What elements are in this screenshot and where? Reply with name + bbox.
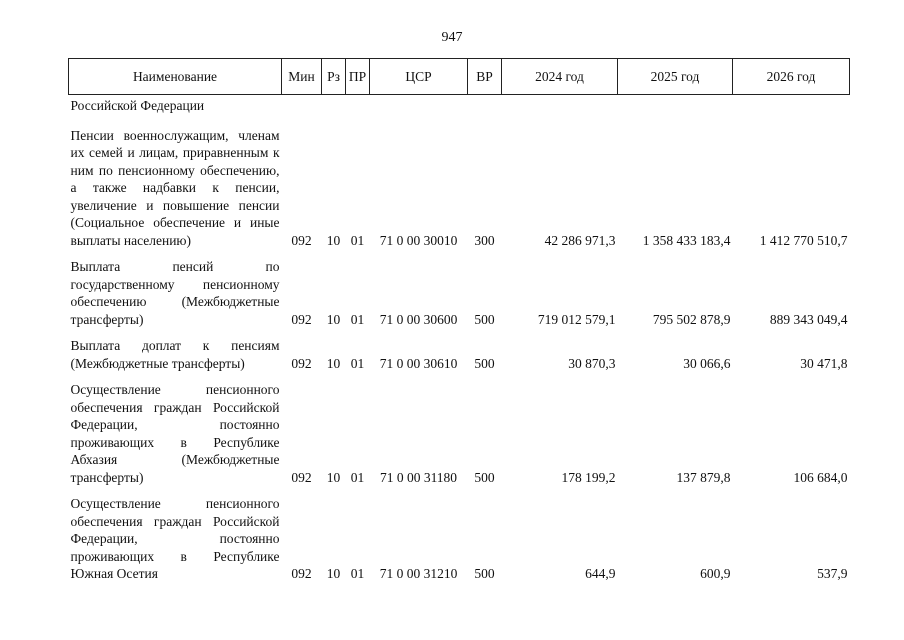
row-2024: 178 199,2: [561, 469, 616, 485]
row-2026: 30 471,8: [800, 355, 848, 371]
row-vr: 500: [474, 355, 495, 371]
row-name: Выплата пенсий по государственному пенсионному обеспечению (Межбюджетные трансферты): [70, 259, 280, 327]
table-row: [69, 121, 850, 253]
row-2025: 600,9: [700, 566, 731, 581]
row-rz: 10: [326, 469, 341, 485]
row-rz: 10: [326, 355, 341, 371]
section-continuation-row: [69, 95, 850, 121]
table-row: [69, 252, 850, 331]
row-2025: 795 502 878,9: [652, 311, 731, 327]
row-2026: 106 684,0: [793, 469, 848, 485]
column-header-2025: 2025 год: [618, 59, 733, 95]
table-row: [69, 331, 850, 375]
table-row: [69, 489, 850, 583]
column-header-2026: 2026 год: [733, 59, 850, 95]
row-2026: 889 343 049,4: [769, 311, 848, 327]
row-min: 092: [291, 469, 312, 485]
row-rz: 10: [326, 566, 341, 581]
row-min: 092: [291, 311, 312, 327]
row-2024: 719 012 579,1: [537, 311, 616, 327]
row-2024: 644,9: [585, 566, 616, 581]
row-pr: 01: [350, 355, 365, 371]
column-header-name: Наименование: [69, 59, 282, 95]
row-csr: 71 0 00 31180: [379, 469, 458, 485]
page-number: 947: [441, 30, 463, 45]
row-pr: 01: [350, 469, 365, 485]
row-pr: 01: [350, 566, 365, 581]
row-csr: 71 0 00 30010: [379, 232, 458, 248]
row-vr: 500: [474, 311, 495, 327]
row-csr: 71 0 00 30610: [379, 355, 458, 371]
column-header-rz: Рз: [322, 59, 346, 95]
row-min: 092: [291, 566, 312, 581]
budget-table: [68, 58, 850, 583]
row-2026: 537,9: [817, 566, 848, 581]
row-name: Осуществление пенсионного обеспечения граждан Российской Федерации, постоянно проживающих в Республике Абхазия (Межбюджетные трансферты): [70, 382, 280, 485]
row-csr: 71 0 00 30600: [379, 311, 458, 327]
column-header-csr: ЦСР: [370, 59, 468, 95]
table-row: [69, 375, 850, 489]
row-2025: 1 358 433 183,4: [642, 232, 731, 248]
column-header-2024: 2024 год: [502, 59, 618, 95]
row-pr: 01: [350, 232, 365, 248]
row-vr: 500: [474, 469, 495, 485]
section-continuation-text: Российской Федерации: [70, 98, 205, 113]
row-name: Выплата доплат к пенсиям (Межбюджетные трансферты): [70, 338, 280, 371]
row-rz: 10: [326, 311, 341, 327]
row-min: 092: [291, 232, 312, 248]
row-2025: 137 879,8: [676, 469, 731, 485]
row-csr: 71 0 00 31210: [379, 566, 458, 581]
row-vr: 500: [474, 566, 495, 581]
row-2024: 30 870,3: [568, 355, 616, 371]
row-pr: 01: [350, 311, 365, 327]
row-min: 092: [291, 355, 312, 371]
row-name: Пенсии военнослужащим, членам их семей и лицам, приравненным к ним по пенсионному обеспечению, а также надбавки к пенсии, увеличение и повышение пенсии (Социальное обеспечение и иные выплаты населению): [70, 127, 280, 248]
row-name: Осуществление пенсионного обеспечения граждан Российской Федерации, постоянно проживающих в Республике Южная Осетия: [70, 496, 280, 581]
column-header-vr: ВР: [468, 59, 502, 95]
table-header-row: [69, 59, 850, 95]
row-rz: 10: [326, 232, 341, 248]
row-2026: 1 412 770 510,7: [759, 232, 848, 248]
column-header-pr: ПР: [346, 59, 370, 95]
row-2024: 42 286 971,3: [544, 232, 616, 248]
row-2025: 30 066,6: [683, 355, 731, 371]
row-vr: 300: [474, 232, 495, 248]
column-header-min: Мин: [282, 59, 322, 95]
